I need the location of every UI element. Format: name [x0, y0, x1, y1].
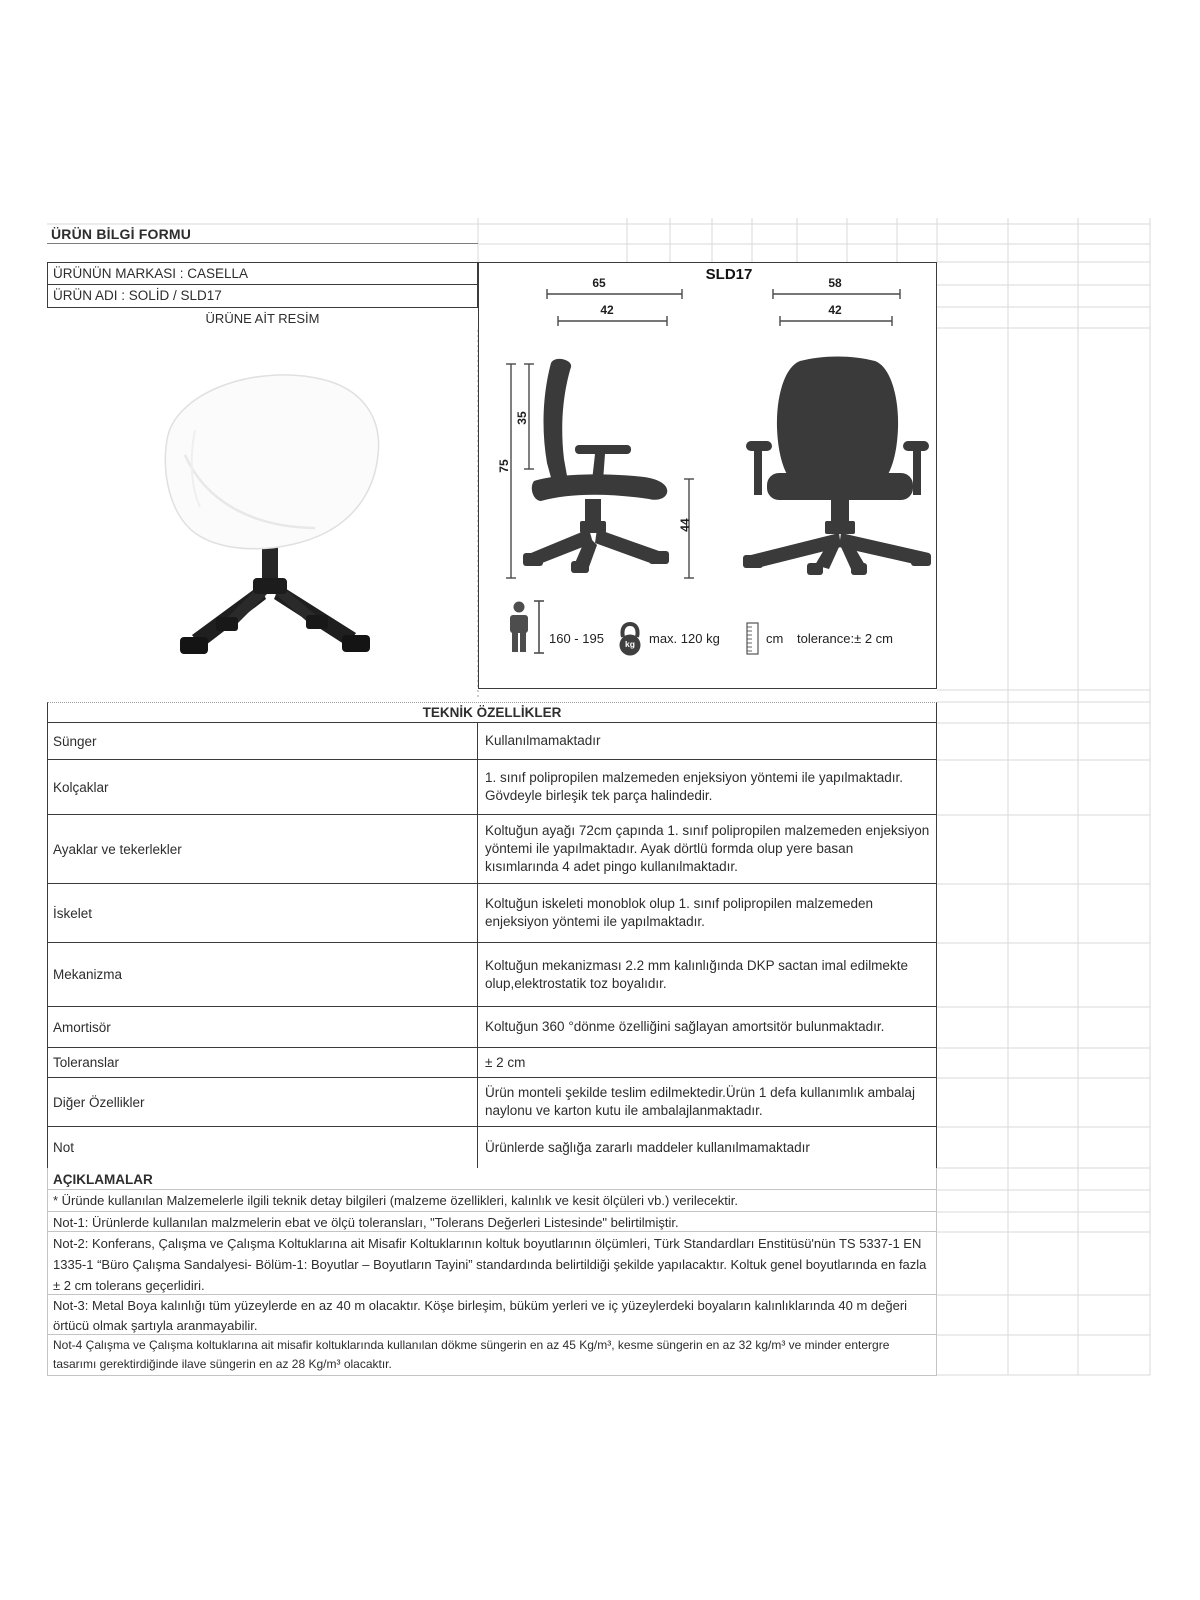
person-height-label: 160 - 195 [549, 631, 604, 646]
image-caption: ÜRÜNE AİT RESİM [205, 311, 320, 326]
spec-value: Koltuğun mekanizması 2.2 mm kalınlığında DKP sactan imal edilmekte olup,elektrostatik toz boyalıdır. [485, 957, 908, 991]
notes-title: AÇIKLAMALAR [48, 1168, 936, 1190]
side-seat-height-dim: 44 [678, 518, 692, 532]
spec-row-toleranslar [48, 1048, 936, 1078]
note-item: Not-2: Konferans, Çalışma ve Çalışma Koltuklarına ait Misafir Koltuklarının koltuk boyutlarının ölçümleri, Türk Standardları Enstitüsü'nün TS 5337-1 EN 1335-1 “Büro Çalışma Sandalyesi- Bölüm-1: Boyutlar – Boyutların Tayini” standardında belirtildiği şekilde yapılacaktır. Koltuk genel boyutlarında en fazla ± 2 cm tolerans geçerlidiri. [48, 1232, 936, 1295]
spec-value: Ürünlerde sağlığa zararlı maddeler kullanılmamaktadır [485, 1139, 810, 1155]
chair-side-view [523, 359, 669, 573]
spec-table-title: TEKNİK ÖZELLİKLER [47, 702, 937, 723]
spec-label: Amortisör [48, 1007, 478, 1047]
side-overall-width-dim: 65 [592, 276, 606, 290]
product-name-row: ÜRÜN ADI : SOLİD / SLD17 [53, 288, 222, 303]
spec-label: Diğer Özellikler [48, 1078, 478, 1126]
note-item: Not-3: Metal Boya kalınlığı tüm yüzeylerde en az 40 m olacaktır. Köşe birleşim, büküm yerleri ve iç yüzeylerdeki boyaların kalınlıklarında 40 m değeri örtücü olmak şartıyla aranmayabilir. [48, 1295, 936, 1335]
back-overall-width-dim: 58 [828, 276, 842, 290]
spec-value: ± 2 cm [485, 1054, 526, 1070]
spec-row-amortisor [48, 1007, 936, 1048]
ruler-icon [747, 623, 758, 654]
spec-row-ayaklar [48, 815, 936, 884]
chair-back-view [743, 357, 931, 576]
ruler-unit-label: cm [766, 631, 784, 646]
spec-row-sunger [48, 723, 936, 760]
spec-label: Mekanizma [48, 943, 478, 1006]
spec-table [47, 723, 937, 1170]
back-seat-width-dim: 42 [828, 303, 842, 317]
model-code: SLD17 [705, 266, 753, 283]
max-weight-label: max. 120 kg [649, 631, 720, 646]
spec-label: Kolçaklar [48, 760, 478, 814]
side-total-height-dim: 75 [497, 459, 511, 473]
spec-row-kolcaklar [48, 760, 936, 815]
side-back-height-dim: 35 [515, 411, 529, 425]
side-seat-width-dim: 42 [600, 303, 614, 317]
chair-base-illustration [180, 545, 370, 654]
spec-row-diger [48, 1078, 936, 1127]
chair-shell-illustration [165, 375, 378, 549]
note-item: Not-4 Çalışma ve Çalışma koltuklarına ait misafir koltuklarında kullanılan dökme süngerin en az 45 Kg/m³, kesme süngerin en az 32 kg/m³ ve minder entergre tasarımı gerektirdiğinde ilave süngerin en az 28 Kg/m³ olacaktır. [53, 1338, 890, 1371]
spec-label: Ayaklar ve tekerlekler [48, 815, 478, 883]
person-height-icon [510, 601, 544, 653]
spec-label: Sünger [48, 723, 478, 759]
note-item: Not-1: Ürünlerde kullanılan malzmelerin ebat ve ölçü toleransları, "Tolerans Değerleri Listesinde" belirtilmiştir. [48, 1212, 936, 1232]
spec-value: Ürün monteli şekilde teslim edilmektedir.Ürün 1 defa kullanımlık ambalaj naylonu ve karton kutu ile ambalajlanmaktadır. [485, 1085, 915, 1118]
spec-value: Koltuğun ayağı 72cm çapında 1. sınıf polipropilen malzemeden enjeksiyon yöntemi ile yapılmaktadır. Ayak dörtlü formda olup yere basan kısımlarında 4 adet pingo kullanılmaktadır. [485, 823, 930, 874]
brand-product-box [47, 262, 478, 308]
note-item: * Üründe kullanılan Malzemelerle ilgili teknik detay bilgileri (malzeme özellikleri, kalınlık ve kesit ölçüleri vb.) verilecektir. [48, 1190, 936, 1212]
spec-row-iskelet [48, 884, 936, 943]
kg-badge-label: kg [625, 639, 635, 649]
spec-row-mekanizma [48, 943, 936, 1007]
brand-row: ÜRÜNÜN MARKASI : CASELLA [48, 263, 477, 285]
spec-label: Not [48, 1127, 478, 1168]
technical-drawing [479, 263, 935, 687]
tolerance-label: tolerance:± 2 cm [797, 631, 894, 646]
form-title: ÜRÜN BİLGİ FORMU [47, 225, 478, 244]
spec-row-not [48, 1127, 936, 1168]
technical-drawing-box [478, 262, 937, 689]
spec-value: Koltuğun 360 °dönme özelliğini sağlayan amortsitör bulunmaktadır. [485, 1019, 885, 1034]
spec-value: 1. sınıf polipropilen malzemeden enjeksiyon yöntemi ile yapılmaktadır. Gövdeyle birleşik tek parça halindedir. [485, 770, 903, 803]
spec-value: Koltuğun iskeleti monoblok olup 1. sınıf polipropilen malzemeden enjeksiyon yöntemi ile yapılmaktadır. [485, 896, 873, 929]
notes-section [47, 1168, 937, 1376]
spec-label: İskelet [48, 884, 478, 942]
spec-value: Kullanılmamaktadır [485, 733, 601, 748]
product-photo [110, 335, 430, 685]
spec-label: Toleranslar [48, 1048, 478, 1077]
